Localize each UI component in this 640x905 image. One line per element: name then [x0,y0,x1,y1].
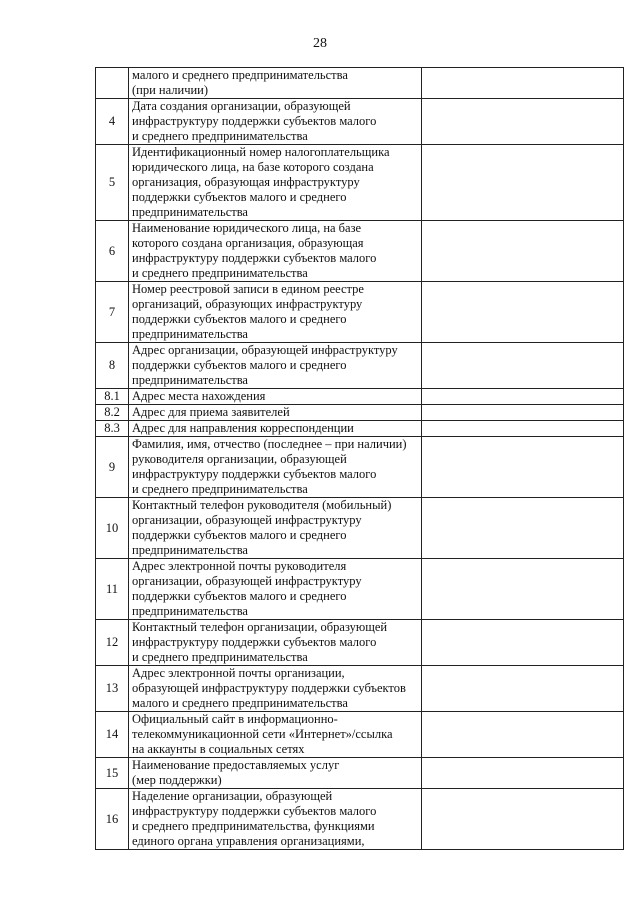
row-number: 13 [96,666,129,712]
row-description [129,666,422,712]
description-line: инфраструктуру поддержки субъектов малого [132,635,377,649]
table-row [96,282,624,343]
table-row [96,421,624,437]
row-number: 8.1 [96,389,129,405]
row-description [129,437,422,498]
page-number: 28 [313,36,327,51]
row-number: 15 [96,758,129,789]
row-description [129,405,422,421]
row-number: 16 [96,789,129,850]
description-line: малого и среднего предпринимательства [132,68,348,82]
description-line: Наименование предоставляемых услуг [132,758,340,772]
description-line: Наделение организации, образующей [132,789,333,803]
description-line: Контактный телефон организации, образующей [132,620,388,634]
table-row [96,789,624,850]
row-number [96,68,129,99]
table-row [96,389,624,405]
row-number: 12 [96,620,129,666]
row-description [129,282,422,343]
row-value-cell[interactable] [422,421,624,437]
description-line: (при наличии) [132,83,209,97]
description-line: предпринимательства [132,543,248,557]
row-value-cell[interactable] [422,68,624,99]
row-value-cell[interactable] [422,221,624,282]
table-row [96,758,624,789]
description-line: поддержки субъектов малого и среднего [132,358,347,372]
table-row [96,498,624,559]
description-line: инфраструктуру поддержки субъектов малого [132,804,377,818]
row-value-cell[interactable] [422,405,624,421]
row-description [129,789,422,850]
row-number: 8.2 [96,405,129,421]
description-line: предпринимательства [132,327,248,341]
description-line: Адрес электронной почты руководителя [132,559,347,573]
table-row [96,712,624,758]
row-value-cell[interactable] [422,145,624,221]
description-line: Официальный сайт в информационно- [132,712,338,726]
row-description [129,498,422,559]
row-number: 6 [96,221,129,282]
table-row [96,405,624,421]
row-number: 7 [96,282,129,343]
description-line: единого органа управления организациями, [132,834,365,848]
row-value-cell[interactable] [422,758,624,789]
table-row [96,437,624,498]
description-line: и среднего предпринимательства [132,266,308,280]
table-row [96,68,624,99]
description-line: и среднего предпринимательства [132,482,308,496]
table-body [96,68,624,850]
table-row [96,145,624,221]
row-value-cell[interactable] [422,282,624,343]
row-value-cell[interactable] [422,99,624,145]
description-line: Фамилия, имя, отчество (последнее – при наличии) [132,437,407,451]
row-value-cell[interactable] [422,620,624,666]
description-line: Идентификационный номер налогоплательщика [132,145,390,159]
description-line: юридического лица, на базе которого создана [132,160,374,174]
description-line: телекоммуникационной сети «Интернет»/ссылка [132,727,393,741]
row-description [129,221,422,282]
description-line: предпринимательства [132,604,248,618]
table-row [96,343,624,389]
row-description [129,559,422,620]
row-description [129,145,422,221]
row-description [129,68,422,99]
row-description [129,99,422,145]
form-table [95,67,624,850]
row-description [129,758,422,789]
description-line: образующей инфраструктуру поддержки субъектов [132,681,406,695]
description-line: и среднего предпринимательства [132,650,308,664]
description-line: Адрес организации, образующей инфраструктуру [132,343,398,357]
description-line: которого создана организация, образующая [132,236,364,250]
row-description [129,712,422,758]
row-value-cell[interactable] [422,666,624,712]
table-row [96,666,624,712]
description-line: Контактный телефон руководителя (мобильный) [132,498,392,512]
table-row [96,99,624,145]
description-line: организаций, образующих инфраструктуру [132,297,363,311]
row-value-cell[interactable] [422,343,624,389]
description-line: малого и среднего предпринимательства [132,696,348,710]
description-line: инфраструктуру поддержки субъектов малого [132,251,377,265]
row-value-cell[interactable] [422,559,624,620]
description-line: организация, образующая инфраструктуру [132,175,360,189]
description-line: Номер реестровой записи в едином реестре [132,282,364,296]
row-number: 5 [96,145,129,221]
description-line: Адрес места нахождения [132,389,266,403]
row-number: 14 [96,712,129,758]
description-line: инфраструктуру поддержки субъектов малого [132,114,377,128]
row-number: 9 [96,437,129,498]
description-line: Адрес электронной почты организации, [132,666,345,680]
row-value-cell[interactable] [422,712,624,758]
description-line: Дата создания организации, образующей [132,99,351,113]
description-line: организации, образующей инфраструктуру [132,513,362,527]
description-line: и среднего предпринимательства, функциями [132,819,375,833]
row-number: 11 [96,559,129,620]
description-line: Наименование юридического лица, на базе [132,221,362,235]
row-description [129,389,422,405]
description-line: поддержки субъектов малого и среднего [132,589,347,603]
row-number: 10 [96,498,129,559]
row-value-cell[interactable] [422,789,624,850]
description-line: поддержки субъектов малого и среднего [132,528,347,542]
description-line: Адрес для приема заявителей [132,405,290,419]
row-description [129,343,422,389]
table-row [96,620,624,666]
description-line: на аккаунты в социальных сетях [132,742,305,756]
row-number: 8.3 [96,421,129,437]
description-line: инфраструктуру поддержки субъектов малого [132,467,377,481]
description-line: поддержки субъектов малого и среднего [132,190,347,204]
description-line: (мер поддержки) [132,773,222,787]
row-value-cell[interactable] [422,437,624,498]
description-line: поддержки субъектов малого и среднего [132,312,347,326]
description-line: руководителя организации, образующей [132,452,347,466]
description-line: предпринимательства [132,373,248,387]
row-description [129,421,422,437]
row-value-cell[interactable] [422,498,624,559]
table-row [96,221,624,282]
description-line: Адрес для направления корреспонденции [132,421,354,435]
row-value-cell[interactable] [422,389,624,405]
table-row [96,559,624,620]
row-number: 4 [96,99,129,145]
description-line: организации, образующей инфраструктуру [132,574,362,588]
row-number: 8 [96,343,129,389]
description-line: предпринимательства [132,205,248,219]
row-description [129,620,422,666]
description-line: и среднего предпринимательства [132,129,308,143]
